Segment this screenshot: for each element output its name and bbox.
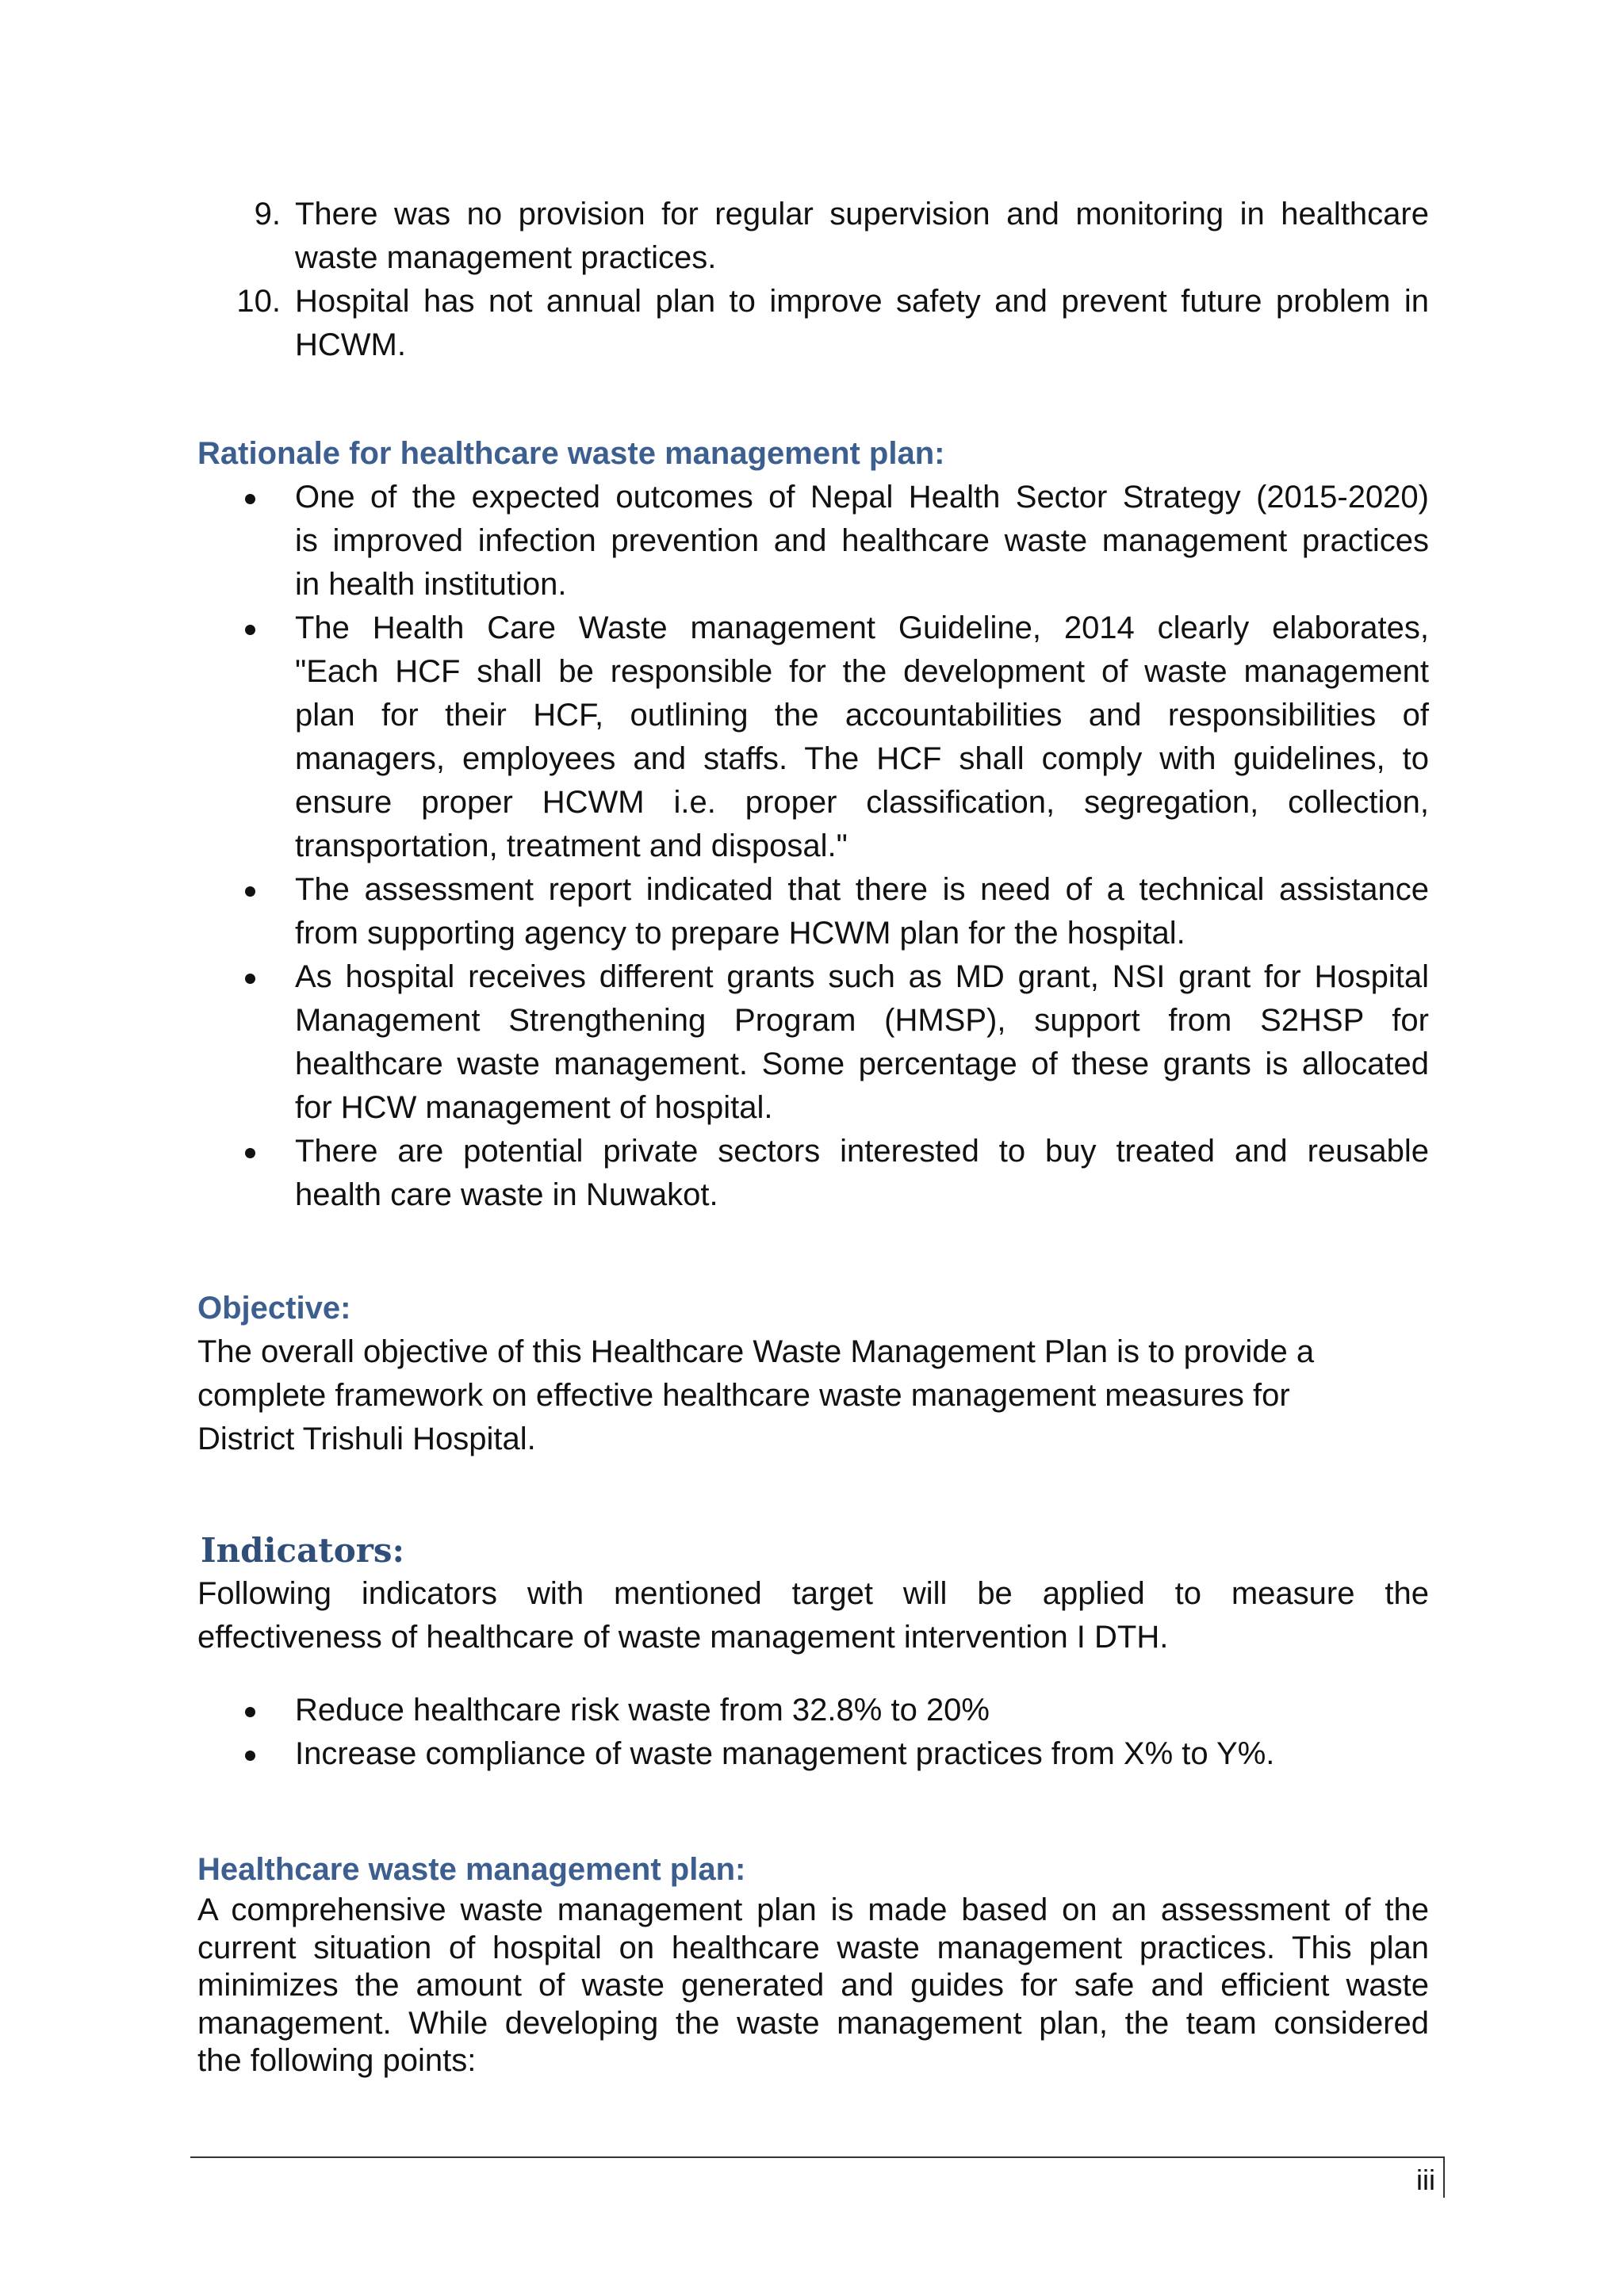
paragraph-line: The overall objective of this Healthcare Waste Management Plan is to provide a: [197, 1334, 1315, 1369]
list-item: [197, 280, 1429, 367]
list-number: 10.: [236, 284, 281, 319]
section-heading: Objective:: [197, 1291, 351, 1326]
paragraph-line: A comprehensive waste management plan is made based on an assessment of the: [197, 1892, 1429, 1927]
list-number: 9.: [254, 197, 281, 232]
paragraph-line: effectiveness of healthcare of waste management intervention I DTH.: [197, 1620, 1169, 1655]
bullet-line: One of the expected outcomes of Nepal Health Sector Strategy (2015-2020): [295, 480, 1429, 515]
bullet-icon: [245, 1751, 255, 1761]
bullet-line: plan for their HCF, outlining the accountabilities and responsibilities of: [295, 698, 1429, 733]
footer-rule-tick: [1443, 2156, 1445, 2198]
section-heading: Indicators:: [201, 1531, 404, 1570]
bullet-line: As hospital receives different grants such as MD grant, NSI grant for Hospital: [295, 959, 1429, 994]
list-line: HCWM.: [295, 327, 406, 362]
paragraph-line: District Trishuli Hospital.: [197, 1422, 536, 1456]
list-line: waste management practices.: [295, 240, 717, 275]
bullet-item: [197, 1689, 1429, 1732]
bullet-line: managers, employees and staffs. The HCF shall comply with guidelines, to: [295, 741, 1429, 776]
paragraph-line: Following indicators with mentioned target will be applied to measure the: [197, 1576, 1429, 1611]
footer-rule: [190, 2156, 1445, 2158]
section-heading: Rationale for healthcare waste management plan:: [197, 436, 945, 471]
bullet-icon: [245, 1707, 255, 1717]
paragraph-line: minimizes the amount of waste generated and guides for safe and efficient waste: [197, 1968, 1429, 2003]
bullet-line: from supporting agency to prepare HCWM plan for the hospital.: [295, 916, 1185, 951]
bullet-line: transportation, treatment and disposal.": [295, 828, 848, 863]
objective-section: [197, 1287, 1429, 1461]
paragraph-line: management. While developing the waste management plan, the team considered: [197, 2005, 1429, 2041]
page-number: iii: [1416, 2164, 1435, 2196]
numbered-list: [197, 193, 1429, 367]
bullet-item: [197, 868, 1429, 955]
plan-section: [197, 1848, 1429, 2080]
bullet-icon: [245, 494, 255, 504]
bullet-icon: [245, 886, 255, 897]
paragraph-line: the following points:: [197, 2043, 477, 2078]
bullet-line: The assessment report indicated that there is need of a technical assistance: [295, 872, 1429, 907]
bullet-line: healthcare waste management. Some percentage of these grants is allocated: [295, 1047, 1429, 1081]
bullet-item: [197, 955, 1429, 1130]
bullet-line: The Health Care Waste management Guideline, 2014 clearly elaborates,: [295, 610, 1429, 645]
bullet-icon: [245, 974, 255, 984]
bullet-line: for HCW management of hospital.: [295, 1090, 773, 1125]
bullet-line: Increase compliance of waste management practices from X% to Y%.: [295, 1736, 1275, 1771]
section-heading: Healthcare waste management plan:: [197, 1852, 746, 1887]
bullet-item: [197, 607, 1429, 868]
paragraph-line: current situation of hospital on healthcare waste management practices. This plan: [197, 1930, 1429, 1965]
bullet-line: There are potential private sectors interested to buy treated and reusable: [295, 1134, 1429, 1169]
bullet-line: "Each HCF shall be responsible for the development of waste management: [295, 654, 1429, 689]
bullet-line: is improved infection prevention and healthcare waste management practices: [295, 523, 1429, 558]
indicators-section: [197, 1529, 1429, 1776]
bullet-line: health care waste in Nuwakot.: [295, 1177, 718, 1212]
bullet-line: Reduce healthcare risk waste from 32.8% to 20%: [295, 1693, 990, 1728]
bullet-item: [197, 1732, 1429, 1776]
bullet-icon: [245, 1148, 255, 1158]
bullet-line: in health institution.: [295, 567, 567, 602]
bullet-item: [197, 1130, 1429, 1217]
paragraph-line: complete framework on effective healthcare waste management measures for: [197, 1378, 1290, 1413]
bullet-item: [197, 476, 1429, 607]
rationale-section: [197, 432, 1429, 1217]
bullet-icon: [245, 625, 255, 635]
bullet-line: Management Strengthening Program (HMSP), support from S2HSP for: [295, 1003, 1429, 1038]
list-line: There was no provision for regular supervision and monitoring in healthcare: [295, 197, 1429, 232]
list-line: Hospital has not annual plan to improve safety and prevent future problem in: [295, 284, 1429, 319]
bullet-line: ensure proper HCWM i.e. proper classification, segregation, collection,: [295, 785, 1429, 820]
list-item: [197, 193, 1429, 280]
